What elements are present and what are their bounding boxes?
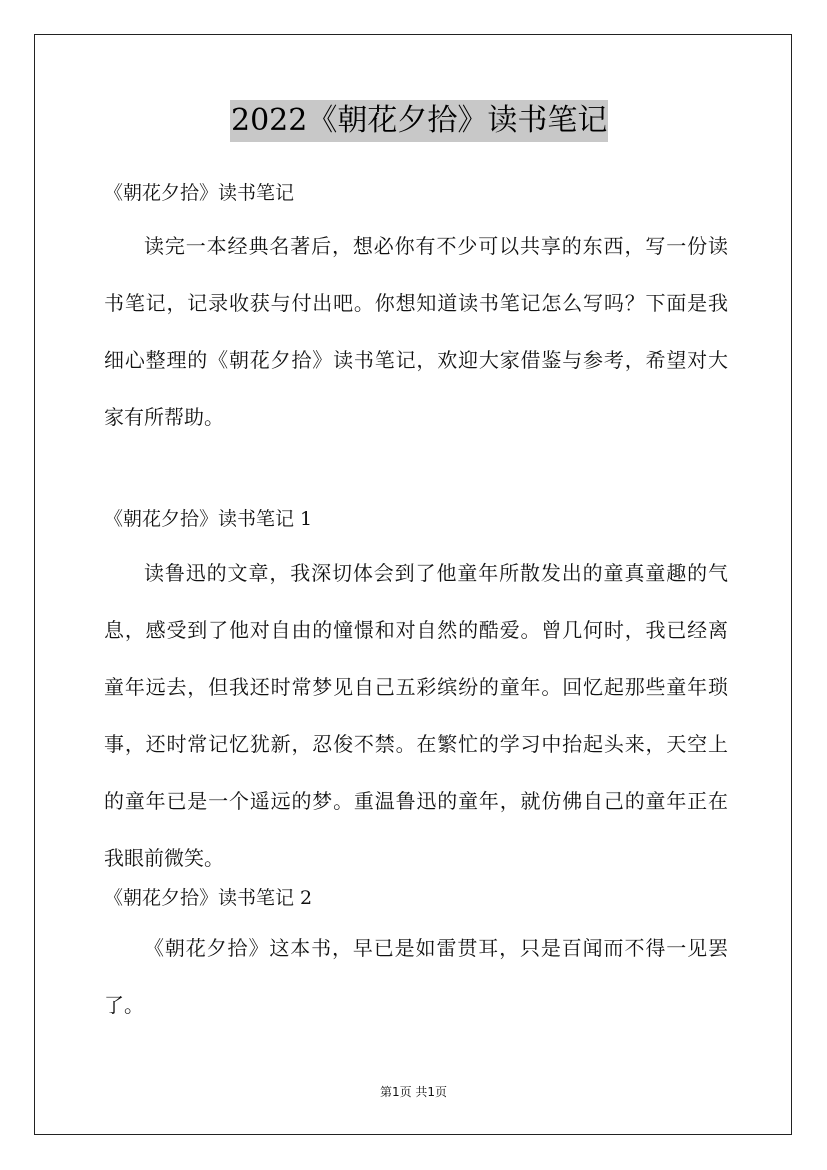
paragraph-line: 读完一本经典名著后，想必你有不少可以共享的东西，写一份读 — [144, 234, 728, 258]
intro-paragraph — [104, 218, 728, 446]
page-number-footer: 第1页 共1页 — [379, 1085, 448, 1099]
paragraph-line: 了。 — [104, 993, 144, 1017]
paragraph-line: 家有所帮助。 — [104, 405, 224, 429]
paragraph-line: 息，感受到了他对自由的憧憬和对自然的酷爱。曾几何时，我已经离 — [104, 618, 728, 642]
paragraph-line: 书笔记，记录收获与付出吧。你想知道读书笔记怎么写吗？下面是我 — [104, 291, 728, 315]
document-title: 2022《朝花夕拾》读书笔记 — [230, 100, 608, 142]
note2-paragraph — [104, 920, 728, 1034]
paragraph-line: 的童年已是一个遥远的梦。重温鲁迅的童年，就仿佛自己的童年正在 — [104, 789, 728, 813]
paragraph-line: 童年远去，但我还时常梦见自己五彩缤纷的童年。回忆起那些童年琐 — [104, 675, 728, 699]
paragraph-line: 细心整理的《朝花夕拾》读书笔记，欢迎大家借鉴与参考，希望对大 — [104, 348, 728, 372]
note2-heading: 《朝花夕拾》读书笔记 2 — [104, 887, 313, 909]
paragraph-line: 事，还时常记忆犹新，忍俊不禁。在繁忙的学习中抬起头来，天空上 — [104, 732, 728, 756]
note1-heading: 《朝花夕拾》读书笔记 1 — [104, 508, 313, 530]
intro-heading: 《朝花夕拾》读书笔记 — [104, 182, 295, 204]
note1-paragraph — [104, 545, 728, 887]
paragraph-line: 读鲁迅的文章，我深切体会到了他童年所散发出的童真童趣的气 — [144, 561, 728, 585]
paragraph-line: 我眼前微笑。 — [104, 846, 224, 870]
paragraph-line: 《朝花夕拾》这本书，早已是如雷贯耳，只是百闻而不得一见罢 — [144, 936, 728, 960]
